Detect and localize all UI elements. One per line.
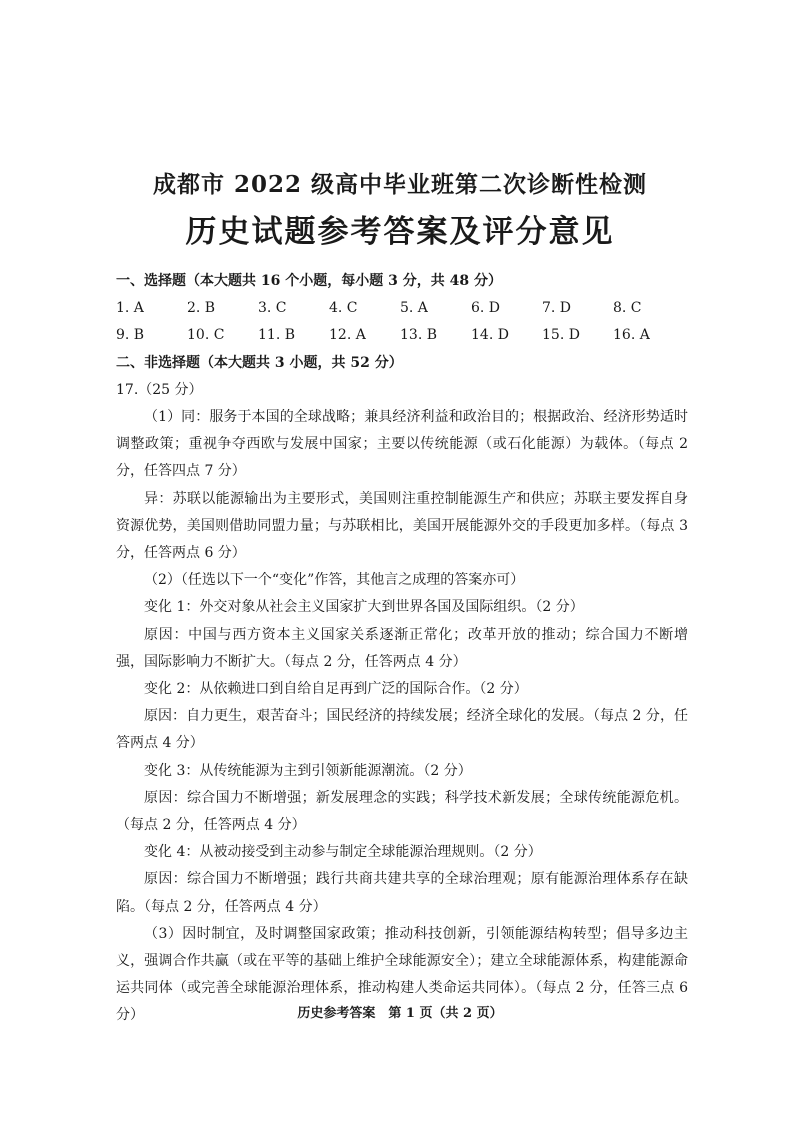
answer-item: 9. B <box>116 327 145 344</box>
document-title: 历史试题参考答案及评分意见 <box>185 214 615 250</box>
answer-item: 1. A <box>116 300 144 317</box>
answer-row-1 <box>116 295 688 322</box>
answer-item: 4. C <box>329 300 358 317</box>
paragraph-part2-intro: （2）（任选以下一个“变化”作答，其他言之成理的答案亦可） <box>144 572 525 589</box>
answer-item: 3. C <box>258 300 287 317</box>
answer-item: 14. D <box>471 327 509 344</box>
answer-item: 5. A <box>400 300 428 317</box>
paragraph-reason-4: 原因：综合国力不断增强；践行共商共建共享的全球治理观；原有能源治理体系存在缺陷。（每点 2 分，任答两点 4 分） <box>116 871 688 915</box>
paragraph-similarities: （1）同：服务于本国的全球战略；兼具经济利益和政治目的；根据政治、经济形势适时调整政策；重视争夺西欧与发展中国家；主要以传统能源（或石化能源）为载体。（每点 2 分，任答四点 7 分） <box>116 409 688 480</box>
paragraph-change-2: 变化 2：从依赖进口到自给自足再到广泛的国际合作。（2 分） <box>144 681 528 698</box>
paragraph-reason-3: 原因：综合国力不断增强；新发展理念的实践；科学技术新发展；全球传统能源危机。（每点 2 分，任答两点 4 分） <box>116 789 688 834</box>
paragraph-differences: 异：苏联以能源输出为主要形式，美国则注重控制能源生产和供应；苏联主要发挥自身资源优势，美国则借助同盟力量；与苏联相比，美国开展能源外交的手段更加多样。（每点 3 分，任答两点 6 分） <box>116 490 688 562</box>
question-17-heading: 17.（25 分） <box>116 381 203 398</box>
answer-row-2 <box>116 322 688 349</box>
page-footer: 历史参考答案 第 1 页（共 2 页） <box>297 1006 503 1021</box>
paragraph-reason-2: 原因：自力更生，艰苦奋斗；国民经济的持续发展；经济全球化的发展。（每点 2 分，任答两点 4 分） <box>116 708 688 752</box>
answer-item: 12. A <box>329 327 366 344</box>
answer-item: 16. A <box>613 327 650 344</box>
section-non-choice-title: 二、非选择题（本大题共 3 小题，共 52 分） <box>116 354 403 371</box>
section-multiple-choice-title: 一、选择题（本大题共 16 个小题，每小题 3 分，共 48 分） <box>116 273 502 289</box>
answer-item: 7. D <box>542 300 572 317</box>
answer-item: 8. C <box>613 300 642 317</box>
paragraph-change-1: 变化 1：外交对象从社会主义国家扩大到世界各国及国际组织。（2 分） <box>144 599 584 616</box>
paragraph-part3: （3）因时制宜，及时调整国家政策；推动科技创新，引领能源结构转型；倡导多边主义，强调合作共赢（或在平等的基础上维护全球能源安全）；建立全球能源体系，构建能源命运共同体（或完善全球能源治理体系，推动构建人类命运共同体）。（每点 2 分，任答三点 6 分） <box>116 925 688 1024</box>
answer-item: 10. C <box>187 327 225 344</box>
answer-item: 13. B <box>400 327 438 344</box>
answer-item: 6. D <box>471 300 501 317</box>
answer-item: 11. B <box>258 327 296 344</box>
answer-item: 15. D <box>542 327 580 344</box>
document-body <box>116 268 688 1030</box>
answer-item: 2. B <box>187 300 216 317</box>
exam-header: 成都市 2022 级高中毕业班第二次诊断性检测 <box>152 171 648 198</box>
paragraph-change-3: 变化 3：从传统能源为主到引领新能源潮流。（2 分） <box>144 762 472 779</box>
paragraph-change-4: 变化 4：从被动接受到主动参与制定全球能源治理规则。（2 分） <box>144 844 542 861</box>
paragraph-reason-1: 原因：中国与西方资本主义国家关系逐渐正常化；改革开放的推动；综合国力不断增强，国际影响力不断扩大。（每点 2 分，任答两点 4 分） <box>116 626 688 670</box>
